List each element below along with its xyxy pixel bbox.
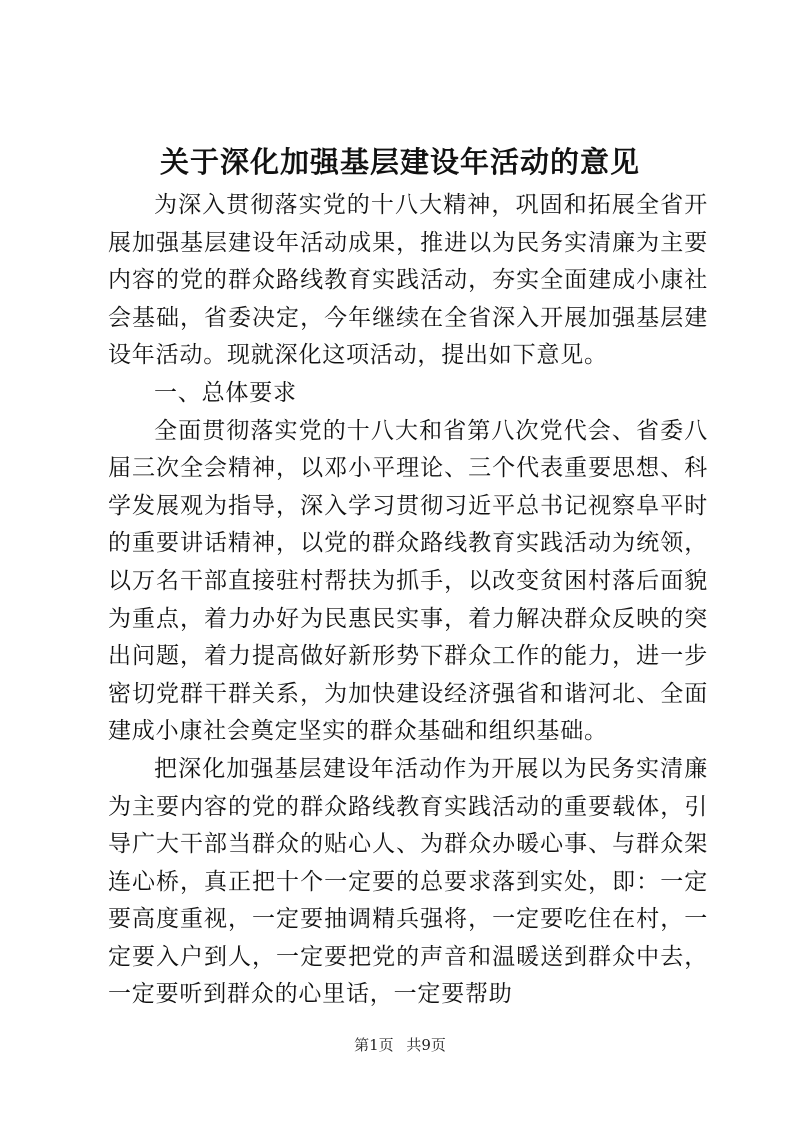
page-total: 共9页 <box>406 1036 446 1054</box>
paragraph-intro: 为深入贯彻落实党的十八大精神，巩固和拓展全省开展加强基层建设年活动成果，推进以为民务实清廉为主要内容的党的群众路线教育实践活动，夯实全面建成小康社会基础，省委决定，今年继续在全省深入开展加强基层建设年活动。现就深化这项活动，提出如下意见。 <box>108 192 708 369</box>
paragraph-activity-carrier: 把深化加强基层建设年活动作为开展以为民务实清廉为主要内容的党的群众路线教育实践活动的重要载体，引导广大干部当群众的贴心人、为群众办暖心事、与群众架连心桥，真正把十个一定要的总要求落到实处，即：一定要高度重视，一定要抽调精兵强将，一定要吃住在村，一定要入户到人，一定要把党的声音和温暖送到群众中去，一定要听到群众的心里话，一定要帮助 <box>108 755 708 1008</box>
page-number: 第1页 <box>354 1036 394 1054</box>
paragraph-general-requirements: 全面贯彻落实党的十八大和省第八次党代会、省委八届三次全会精神，以邓小平理论、三个代表重要思想、科学发展观为指导，深入学习贯彻习近平总书记视察阜平时的重要讲话精神，以党的群众路线教育实践活动为统领，以万名干部直接驻村帮扶为抓手，以改变贫困村落后面貌为重点，着力办好为民惠民实事，着力解决群众反映的突出问题，着力提高做好新形势下群众工作的能力，进一步密切党群干群关系，为加快建设经济强省和谐河北、全面建成小康社会奠定坚实的群众基础和组织基础。 <box>108 417 708 745</box>
document-title: 关于深化加强基层建设年活动的意见 <box>159 145 640 179</box>
document-body <box>108 187 708 1014</box>
section-heading: 一、总体要求 <box>154 379 297 406</box>
page-footer <box>0 1035 800 1055</box>
